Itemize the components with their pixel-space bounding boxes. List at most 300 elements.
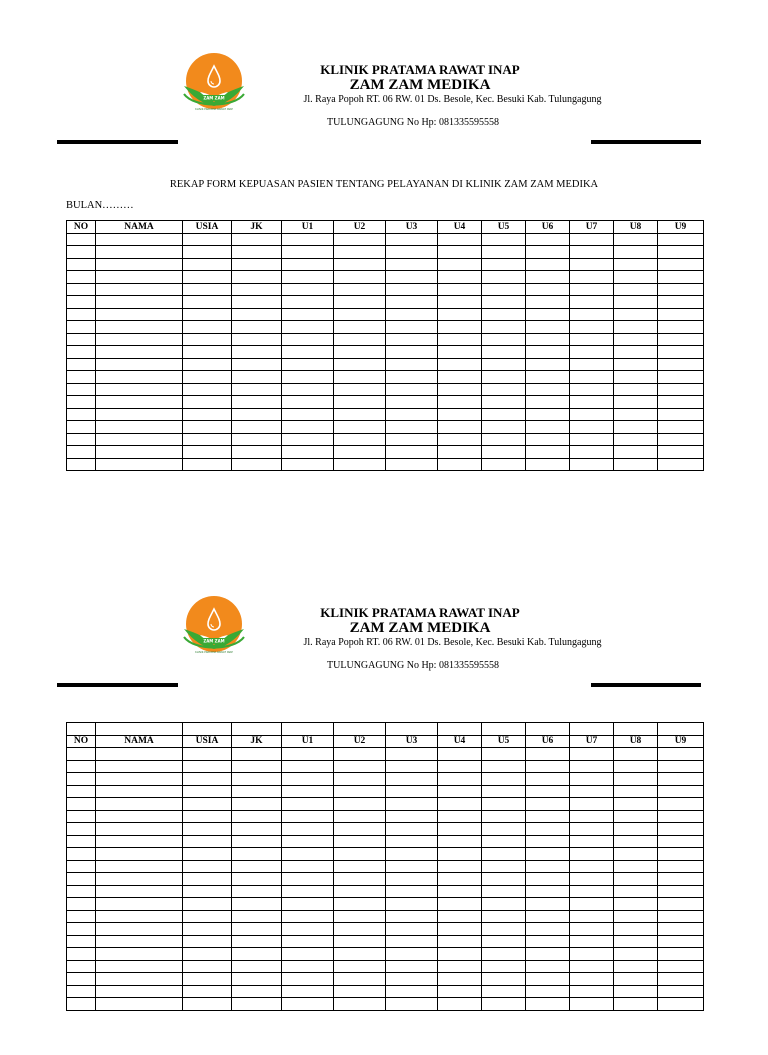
table-cell[interactable] xyxy=(570,785,614,798)
table-cell[interactable] xyxy=(438,923,482,936)
table-cell[interactable] xyxy=(232,910,282,923)
table-cell[interactable] xyxy=(526,321,570,334)
table-cell[interactable] xyxy=(282,935,334,948)
table-cell[interactable] xyxy=(334,346,386,359)
table-cell[interactable] xyxy=(183,760,232,773)
table-cell[interactable] xyxy=(482,798,526,811)
table-cell[interactable] xyxy=(67,296,96,309)
table-cell[interactable] xyxy=(614,923,658,936)
table-cell[interactable] xyxy=(282,308,334,321)
table-cell[interactable] xyxy=(386,296,438,309)
table-cell[interactable] xyxy=(438,985,482,998)
table-cell[interactable] xyxy=(67,371,96,384)
table-cell[interactable] xyxy=(570,358,614,371)
table-cell[interactable] xyxy=(67,923,96,936)
table-cell[interactable] xyxy=(438,233,482,246)
table-cell[interactable] xyxy=(96,898,183,911)
table-cell[interactable] xyxy=(526,848,570,861)
table-cell[interactable] xyxy=(67,898,96,911)
table-cell[interactable] xyxy=(570,271,614,284)
table-cell[interactable] xyxy=(658,760,704,773)
table-cell[interactable] xyxy=(570,873,614,886)
table-cell[interactable] xyxy=(96,271,183,284)
table-cell[interactable] xyxy=(96,723,183,736)
table-cell[interactable] xyxy=(386,785,438,798)
table-cell[interactable] xyxy=(282,923,334,936)
table-cell[interactable] xyxy=(96,773,183,786)
table-cell[interactable] xyxy=(614,835,658,848)
table-cell[interactable] xyxy=(614,358,658,371)
table-cell[interactable] xyxy=(183,458,232,471)
table-cell[interactable] xyxy=(232,948,282,961)
table-cell[interactable] xyxy=(183,421,232,434)
table-cell[interactable] xyxy=(67,835,96,848)
table-cell[interactable] xyxy=(614,433,658,446)
table-cell[interactable] xyxy=(232,960,282,973)
table-cell[interactable] xyxy=(183,371,232,384)
table-cell[interactable] xyxy=(96,848,183,861)
table-cell[interactable] xyxy=(96,408,183,421)
table-cell[interactable] xyxy=(438,271,482,284)
table-cell[interactable] xyxy=(67,948,96,961)
table-cell[interactable] xyxy=(570,308,614,321)
table-cell[interactable] xyxy=(183,798,232,811)
table-cell[interactable] xyxy=(183,308,232,321)
table-cell[interactable] xyxy=(96,810,183,823)
table-cell[interactable] xyxy=(526,998,570,1011)
table-cell[interactable] xyxy=(526,948,570,961)
table-cell[interactable] xyxy=(183,810,232,823)
table-cell[interactable] xyxy=(386,271,438,284)
table-cell[interactable] xyxy=(386,308,438,321)
table-cell[interactable] xyxy=(570,396,614,409)
table-cell[interactable] xyxy=(183,998,232,1011)
table-cell[interactable] xyxy=(67,785,96,798)
table-cell[interactable] xyxy=(334,823,386,836)
table-cell[interactable] xyxy=(526,773,570,786)
table-cell[interactable] xyxy=(386,998,438,1011)
table-cell[interactable] xyxy=(67,960,96,973)
table-cell[interactable] xyxy=(183,283,232,296)
table-cell[interactable] xyxy=(183,446,232,459)
table-cell[interactable] xyxy=(96,885,183,898)
table-cell[interactable] xyxy=(482,885,526,898)
table-cell[interactable] xyxy=(67,446,96,459)
table-cell[interactable] xyxy=(282,798,334,811)
table-cell[interactable] xyxy=(334,371,386,384)
table-cell[interactable] xyxy=(96,296,183,309)
table-cell[interactable] xyxy=(386,910,438,923)
table-cell[interactable] xyxy=(438,321,482,334)
table-cell[interactable] xyxy=(334,233,386,246)
table-cell[interactable] xyxy=(282,885,334,898)
table-cell[interactable] xyxy=(183,923,232,936)
table-cell[interactable] xyxy=(232,283,282,296)
table-cell[interactable] xyxy=(438,948,482,961)
table-cell[interactable] xyxy=(67,810,96,823)
table-cell[interactable] xyxy=(386,333,438,346)
table-cell[interactable] xyxy=(658,785,704,798)
table-cell[interactable] xyxy=(282,910,334,923)
table-cell[interactable] xyxy=(526,923,570,936)
table-cell[interactable] xyxy=(232,723,282,736)
table-cell[interactable] xyxy=(232,446,282,459)
table-cell[interactable] xyxy=(232,371,282,384)
table-cell[interactable] xyxy=(183,898,232,911)
table-cell[interactable] xyxy=(482,835,526,848)
table-cell[interactable] xyxy=(183,860,232,873)
table-cell[interactable] xyxy=(438,960,482,973)
table-cell[interactable] xyxy=(183,258,232,271)
table-cell[interactable] xyxy=(183,835,232,848)
table-cell[interactable] xyxy=(482,233,526,246)
table-cell[interactable] xyxy=(67,885,96,898)
table-cell[interactable] xyxy=(183,246,232,259)
table-cell[interactable] xyxy=(482,258,526,271)
table-cell[interactable] xyxy=(334,873,386,886)
table-cell[interactable] xyxy=(282,358,334,371)
table-cell[interactable] xyxy=(334,760,386,773)
table-cell[interactable] xyxy=(438,910,482,923)
table-cell[interactable] xyxy=(334,446,386,459)
table-cell[interactable] xyxy=(232,860,282,873)
table-cell[interactable] xyxy=(482,723,526,736)
table-cell[interactable] xyxy=(334,998,386,1011)
table-cell[interactable] xyxy=(386,258,438,271)
table-cell[interactable] xyxy=(282,773,334,786)
table-cell[interactable] xyxy=(614,810,658,823)
table-cell[interactable] xyxy=(334,960,386,973)
table-cell[interactable] xyxy=(614,873,658,886)
table-cell[interactable] xyxy=(334,458,386,471)
table-cell[interactable] xyxy=(282,233,334,246)
table-cell[interactable] xyxy=(282,283,334,296)
table-cell[interactable] xyxy=(96,948,183,961)
table-cell[interactable] xyxy=(570,985,614,998)
table-cell[interactable] xyxy=(232,798,282,811)
table-cell[interactable] xyxy=(334,848,386,861)
table-cell[interactable] xyxy=(96,333,183,346)
table-cell[interactable] xyxy=(482,396,526,409)
table-cell[interactable] xyxy=(438,346,482,359)
table-cell[interactable] xyxy=(183,910,232,923)
table-cell[interactable] xyxy=(386,898,438,911)
table-cell[interactable] xyxy=(570,798,614,811)
table-cell[interactable] xyxy=(334,271,386,284)
table-cell[interactable] xyxy=(526,421,570,434)
table-cell[interactable] xyxy=(232,308,282,321)
table-cell[interactable] xyxy=(67,408,96,421)
table-cell[interactable] xyxy=(438,333,482,346)
table-cell[interactable] xyxy=(570,910,614,923)
table-cell[interactable] xyxy=(614,458,658,471)
table-cell[interactable] xyxy=(482,773,526,786)
table-cell[interactable] xyxy=(282,258,334,271)
table-cell[interactable] xyxy=(570,246,614,259)
table-cell[interactable] xyxy=(232,396,282,409)
table-cell[interactable] xyxy=(67,396,96,409)
table-cell[interactable] xyxy=(526,271,570,284)
table-cell[interactable] xyxy=(386,396,438,409)
table-cell[interactable] xyxy=(614,960,658,973)
table-cell[interactable] xyxy=(386,835,438,848)
table-cell[interactable] xyxy=(282,748,334,761)
table-cell[interactable] xyxy=(570,296,614,309)
table-cell[interactable] xyxy=(386,848,438,861)
table-cell[interactable] xyxy=(482,985,526,998)
table-cell[interactable] xyxy=(482,383,526,396)
table-cell[interactable] xyxy=(570,346,614,359)
table-cell[interactable] xyxy=(282,433,334,446)
table-cell[interactable] xyxy=(526,446,570,459)
table-cell[interactable] xyxy=(282,998,334,1011)
table-cell[interactable] xyxy=(386,458,438,471)
table-cell[interactable] xyxy=(334,408,386,421)
table-cell[interactable] xyxy=(482,960,526,973)
table-cell[interactable] xyxy=(526,458,570,471)
table-cell[interactable] xyxy=(482,848,526,861)
table-cell[interactable] xyxy=(482,785,526,798)
table-cell[interactable] xyxy=(570,823,614,836)
table-cell[interactable] xyxy=(282,333,334,346)
table-cell[interactable] xyxy=(386,860,438,873)
table-cell[interactable] xyxy=(386,371,438,384)
table-cell[interactable] xyxy=(570,848,614,861)
table-cell[interactable] xyxy=(96,321,183,334)
table-cell[interactable] xyxy=(570,923,614,936)
table-cell[interactable] xyxy=(96,396,183,409)
table-cell[interactable] xyxy=(183,873,232,886)
table-cell[interactable] xyxy=(334,798,386,811)
table-cell[interactable] xyxy=(570,835,614,848)
table-cell[interactable] xyxy=(334,396,386,409)
table-cell[interactable] xyxy=(67,233,96,246)
table-cell[interactable] xyxy=(67,760,96,773)
table-cell[interactable] xyxy=(438,283,482,296)
table-cell[interactable] xyxy=(232,985,282,998)
table-cell[interactable] xyxy=(614,898,658,911)
table-cell[interactable] xyxy=(282,271,334,284)
table-cell[interactable] xyxy=(570,935,614,948)
table-cell[interactable] xyxy=(438,421,482,434)
table-cell[interactable] xyxy=(614,935,658,948)
table-cell[interactable] xyxy=(482,283,526,296)
table-cell[interactable] xyxy=(614,798,658,811)
table-cell[interactable] xyxy=(386,773,438,786)
table-cell[interactable] xyxy=(614,271,658,284)
table-cell[interactable] xyxy=(570,321,614,334)
table-cell[interactable] xyxy=(658,885,704,898)
table-cell[interactable] xyxy=(183,748,232,761)
table-cell[interactable] xyxy=(183,321,232,334)
table-cell[interactable] xyxy=(183,985,232,998)
table-cell[interactable] xyxy=(96,985,183,998)
table-cell[interactable] xyxy=(96,358,183,371)
table-cell[interactable] xyxy=(614,973,658,986)
table-cell[interactable] xyxy=(183,948,232,961)
table-cell[interactable] xyxy=(96,823,183,836)
table-cell[interactable] xyxy=(482,810,526,823)
table-cell[interactable] xyxy=(570,810,614,823)
table-cell[interactable] xyxy=(96,835,183,848)
table-cell[interactable] xyxy=(282,985,334,998)
table-cell[interactable] xyxy=(526,296,570,309)
table-cell[interactable] xyxy=(570,898,614,911)
table-cell[interactable] xyxy=(658,723,704,736)
table-cell[interactable] xyxy=(183,973,232,986)
table-cell[interactable] xyxy=(526,898,570,911)
table-cell[interactable] xyxy=(67,283,96,296)
table-cell[interactable] xyxy=(282,823,334,836)
table-cell[interactable] xyxy=(482,748,526,761)
table-cell[interactable] xyxy=(526,973,570,986)
table-cell[interactable] xyxy=(526,233,570,246)
table-cell[interactable] xyxy=(96,760,183,773)
table-cell[interactable] xyxy=(96,371,183,384)
table-cell[interactable] xyxy=(334,973,386,986)
table-cell[interactable] xyxy=(96,748,183,761)
table-cell[interactable] xyxy=(438,246,482,259)
table-cell[interactable] xyxy=(334,835,386,848)
table-cell[interactable] xyxy=(386,346,438,359)
table-cell[interactable] xyxy=(658,810,704,823)
table-cell[interactable] xyxy=(67,258,96,271)
table-cell[interactable] xyxy=(438,785,482,798)
table-cell[interactable] xyxy=(334,810,386,823)
table-cell[interactable] xyxy=(334,283,386,296)
table-cell[interactable] xyxy=(232,848,282,861)
table-cell[interactable] xyxy=(658,748,704,761)
table-cell[interactable] xyxy=(232,835,282,848)
table-cell[interactable] xyxy=(232,258,282,271)
table-cell[interactable] xyxy=(96,458,183,471)
table-cell[interactable] xyxy=(658,798,704,811)
table-cell[interactable] xyxy=(482,446,526,459)
table-cell[interactable] xyxy=(438,358,482,371)
table-cell[interactable] xyxy=(386,283,438,296)
table-cell[interactable] xyxy=(232,898,282,911)
table-cell[interactable] xyxy=(658,233,704,246)
table-cell[interactable] xyxy=(570,258,614,271)
table-cell[interactable] xyxy=(183,383,232,396)
table-cell[interactable] xyxy=(183,271,232,284)
table-cell[interactable] xyxy=(386,985,438,998)
table-cell[interactable] xyxy=(67,346,96,359)
table-cell[interactable] xyxy=(526,346,570,359)
table-cell[interactable] xyxy=(614,885,658,898)
table-cell[interactable] xyxy=(438,848,482,861)
table-cell[interactable] xyxy=(570,421,614,434)
table-cell[interactable] xyxy=(526,408,570,421)
table-cell[interactable] xyxy=(67,433,96,446)
table-cell[interactable] xyxy=(658,296,704,309)
table-cell[interactable] xyxy=(67,271,96,284)
table-cell[interactable] xyxy=(183,358,232,371)
table-cell[interactable] xyxy=(570,773,614,786)
table-cell[interactable] xyxy=(570,283,614,296)
table-cell[interactable] xyxy=(438,408,482,421)
table-cell[interactable] xyxy=(614,848,658,861)
table-cell[interactable] xyxy=(386,321,438,334)
table-cell[interactable] xyxy=(386,798,438,811)
table-cell[interactable] xyxy=(614,748,658,761)
table-cell[interactable] xyxy=(526,860,570,873)
table-cell[interactable] xyxy=(658,773,704,786)
table-cell[interactable] xyxy=(232,321,282,334)
table-cell[interactable] xyxy=(232,296,282,309)
table-cell[interactable] xyxy=(67,421,96,434)
table-cell[interactable] xyxy=(334,296,386,309)
table-cell[interactable] xyxy=(334,723,386,736)
table-cell[interactable] xyxy=(334,333,386,346)
table-cell[interactable] xyxy=(482,898,526,911)
table-cell[interactable] xyxy=(658,433,704,446)
table-cell[interactable] xyxy=(526,308,570,321)
table-cell[interactable] xyxy=(658,371,704,384)
table-cell[interactable] xyxy=(232,773,282,786)
table-cell[interactable] xyxy=(570,998,614,1011)
table-cell[interactable] xyxy=(526,258,570,271)
table-cell[interactable] xyxy=(67,935,96,948)
table-cell[interactable] xyxy=(658,421,704,434)
table-cell[interactable] xyxy=(232,383,282,396)
table-cell[interactable] xyxy=(183,396,232,409)
table-cell[interactable] xyxy=(658,321,704,334)
table-cell[interactable] xyxy=(526,960,570,973)
table-cell[interactable] xyxy=(570,383,614,396)
table-cell[interactable] xyxy=(386,246,438,259)
table-cell[interactable] xyxy=(658,458,704,471)
table-cell[interactable] xyxy=(570,333,614,346)
table-cell[interactable] xyxy=(183,723,232,736)
table-cell[interactable] xyxy=(386,935,438,948)
table-cell[interactable] xyxy=(438,396,482,409)
table-cell[interactable] xyxy=(438,885,482,898)
table-cell[interactable] xyxy=(232,233,282,246)
table-cell[interactable] xyxy=(232,998,282,1011)
table-cell[interactable] xyxy=(438,748,482,761)
table-cell[interactable] xyxy=(482,973,526,986)
table-cell[interactable] xyxy=(658,271,704,284)
table-cell[interactable] xyxy=(570,948,614,961)
table-cell[interactable] xyxy=(232,823,282,836)
table-cell[interactable] xyxy=(570,860,614,873)
table-cell[interactable] xyxy=(386,421,438,434)
table-cell[interactable] xyxy=(482,998,526,1011)
table-cell[interactable] xyxy=(570,458,614,471)
table-cell[interactable] xyxy=(67,910,96,923)
table-cell[interactable] xyxy=(334,923,386,936)
table-cell[interactable] xyxy=(614,296,658,309)
table-cell[interactable] xyxy=(614,346,658,359)
table-cell[interactable] xyxy=(614,446,658,459)
table-cell[interactable] xyxy=(438,458,482,471)
table-cell[interactable] xyxy=(334,321,386,334)
table-cell[interactable] xyxy=(658,860,704,873)
table-cell[interactable] xyxy=(334,433,386,446)
table-cell[interactable] xyxy=(526,985,570,998)
table-cell[interactable] xyxy=(334,935,386,948)
table-cell[interactable] xyxy=(658,396,704,409)
table-cell[interactable] xyxy=(96,973,183,986)
table-cell[interactable] xyxy=(570,233,614,246)
table-cell[interactable] xyxy=(386,748,438,761)
table-cell[interactable] xyxy=(438,446,482,459)
table-cell[interactable] xyxy=(96,383,183,396)
table-cell[interactable] xyxy=(334,910,386,923)
table-cell[interactable] xyxy=(183,233,232,246)
table-cell[interactable] xyxy=(282,810,334,823)
